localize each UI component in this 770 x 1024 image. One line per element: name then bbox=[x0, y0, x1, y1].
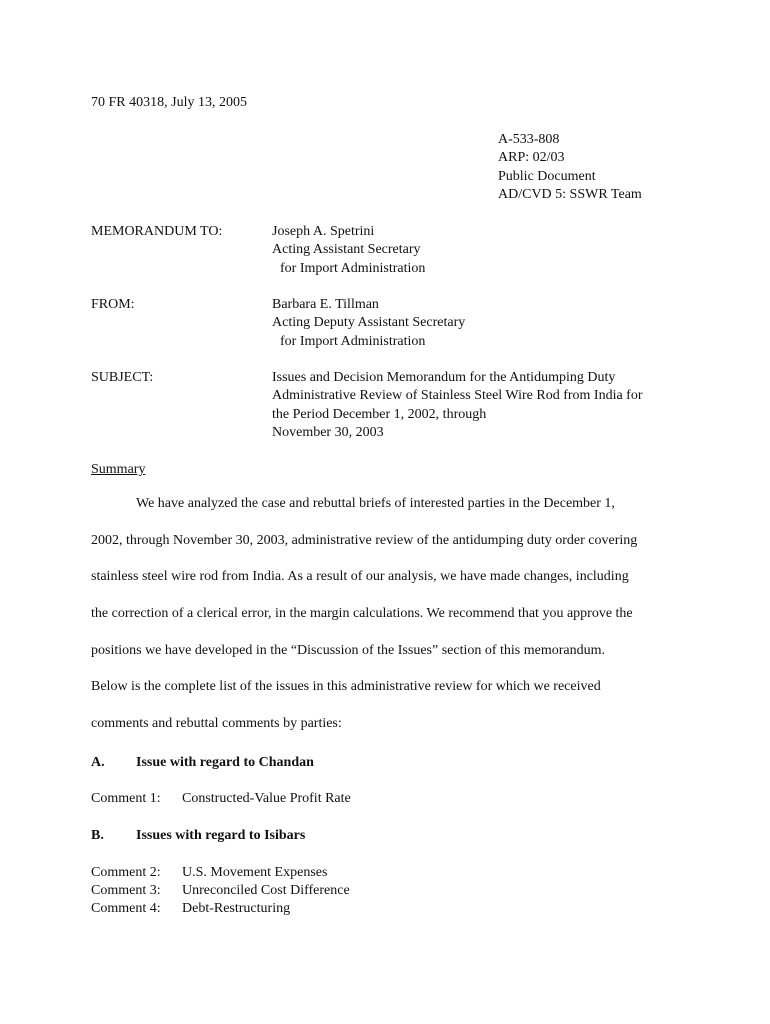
section-b-letter: B. bbox=[91, 828, 104, 843]
comment-text: Constructed-Value Profit Rate bbox=[182, 791, 351, 806]
memo-subject-value bbox=[272, 369, 643, 442]
memo-to-office: for Import Administration bbox=[280, 260, 426, 276]
paragraph-line: 2002, through November 30, 2003, administrative review of the antidumping duty order covering bbox=[91, 532, 638, 548]
comment-number: Comment 3: bbox=[91, 883, 161, 898]
memo-subject-label: SUBJECT: bbox=[91, 370, 154, 385]
paragraph-line: We have analyzed the case and rebuttal briefs of interested parties in the December 1, bbox=[136, 496, 615, 511]
comment-number: Comment 4: bbox=[91, 901, 161, 916]
memo-from-title: Acting Deputy Assistant Secretary bbox=[272, 315, 466, 331]
subject-line: Issues and Decision Memorandum for the Antidumping Duty bbox=[272, 370, 616, 385]
section-a-letter: A. bbox=[91, 755, 105, 770]
paragraph-line: the correction of a clerical error, in the margin calculations. We recommend that you approve the bbox=[91, 606, 633, 622]
comment-text: U.S. Movement Expenses bbox=[182, 865, 328, 880]
comment-text: Debt-Restructuring bbox=[182, 901, 291, 916]
section-b-title: Issues with regard to Isibars bbox=[136, 828, 306, 843]
review-period-code: ARP: 02/03 bbox=[498, 150, 565, 166]
paragraph-line: positions we have developed in the “Discussion of the Issues” section of this memorandum. bbox=[91, 642, 606, 658]
summary-heading: Summary bbox=[91, 462, 146, 477]
memo-from-label: FROM: bbox=[91, 297, 135, 312]
subject-line: the Period December 1, 2002, through bbox=[272, 406, 487, 422]
office-team: AD/CVD 5: SSWR Team bbox=[498, 186, 642, 202]
memo-from-office: for Import Administration bbox=[280, 333, 426, 349]
comment-number: Comment 1: bbox=[91, 791, 161, 806]
memo-to-title: Acting Assistant Secretary bbox=[272, 242, 421, 258]
document-citation: 70 FR 40318, July 13, 2005 bbox=[91, 95, 247, 110]
summary-paragraph bbox=[91, 495, 691, 752]
memo-from-name: Barbara E. Tillman bbox=[272, 297, 379, 312]
memo-to-label: MEMORANDUM TO: bbox=[91, 224, 223, 239]
paragraph-line: stainless steel wire rod from India. As a result of our analysis, we have made changes, including bbox=[91, 569, 629, 585]
paragraph-line: Below is the complete list of the issues in this administrative review for which we received bbox=[91, 679, 601, 695]
comment-text: Unreconciled Cost Difference bbox=[182, 883, 350, 898]
memo-to-value bbox=[272, 223, 425, 278]
subject-line: Administrative Review of Stainless Steel Wire Rod from India for bbox=[272, 388, 643, 404]
subject-line: November 30, 2003 bbox=[272, 424, 384, 440]
paragraph-line: comments and rebuttal comments by parties: bbox=[91, 716, 342, 732]
memo-from-value bbox=[272, 296, 465, 351]
reference-block bbox=[498, 131, 642, 204]
comment-number: Comment 2: bbox=[91, 865, 161, 880]
case-number: A-533-808 bbox=[498, 132, 560, 147]
memo-to-name: Joseph A. Spetrini bbox=[272, 224, 375, 239]
document-status: Public Document bbox=[498, 168, 596, 184]
section-a-title: Issue with regard to Chandan bbox=[136, 755, 314, 770]
